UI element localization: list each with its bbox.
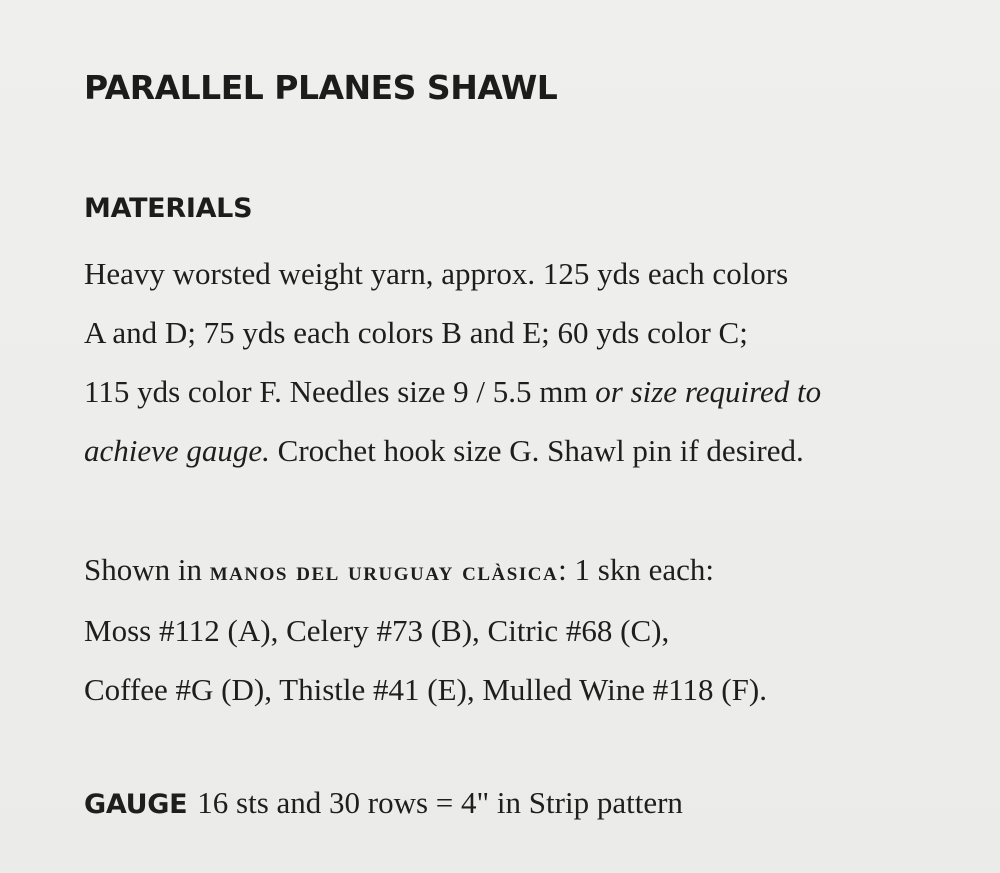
shown-in-paragraph: [84, 540, 964, 719]
shown-in-line-2: Moss #112 (A), Celery #73 (B), Citric #68 (C),: [84, 613, 670, 648]
materials-line-3-text: 115 yds color F. Needles size 9 / 5.5 mm: [84, 374, 596, 409]
shown-in-suffix: : 1 skn each:: [558, 552, 714, 587]
materials-line-3-italic: or size required to: [595, 374, 822, 409]
materials-paragraph: [84, 244, 964, 480]
materials-line-3: [84, 362, 964, 421]
shown-in-line-3: Coffee #G (D), Thistle #41 (E), Mulled Wine #118 (F).: [84, 672, 767, 707]
materials-line-4-text: Crochet hook size G. Shawl pin if desired.: [269, 433, 804, 468]
shown-in-prefix: Shown in: [84, 552, 210, 587]
pattern-title: PARALLEL PLANES SHAWL: [84, 68, 558, 107]
materials-line-2: A and D; 75 yds each colors B and E; 60 yds color C;: [84, 315, 748, 350]
gauge-line: [84, 773, 683, 834]
shown-in-line-1: [84, 540, 964, 601]
materials-heading: MATERIALS: [84, 193, 253, 224]
materials-line-1: Heavy worsted weight yarn, approx. 125 yds each colors: [84, 256, 789, 291]
gauge-heading: GAUGE: [84, 789, 188, 820]
materials-line-4: [84, 421, 964, 480]
yarn-brand: manos del uruguay clàsica: [209, 556, 559, 586]
materials-line-4-italic: achieve gauge.: [84, 433, 270, 468]
gauge-text: 16 sts and 30 rows = 4" in Strip pattern: [197, 785, 683, 820]
